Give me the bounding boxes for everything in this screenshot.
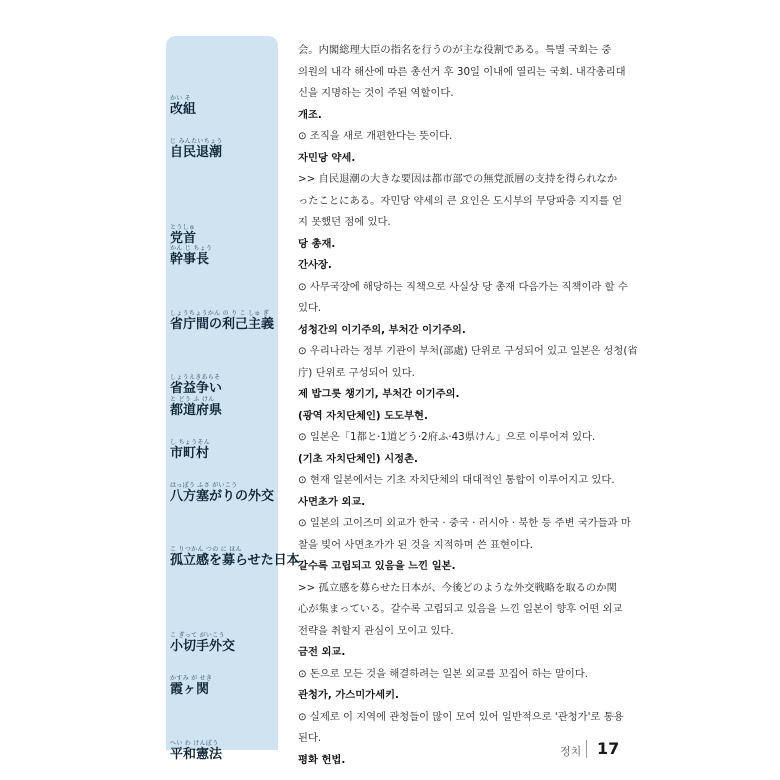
explanation-line: ったことにある。자민당 약세의 큰 요인은 도시부의 무당파층 지지를 얻 — [298, 194, 623, 207]
explanation-line: ⊙ 우리나라는 정부 기관이 부처(部處) 단위로 구성되어 있고 일본은 성청(省 — [298, 345, 638, 357]
explanation-line: >> 自民退潮の大きな要因は都市部での無党派層の支持を得られなか — [298, 173, 618, 185]
term-word: 孤立感を募らせた日本 — [170, 553, 300, 568]
term-reading: こ りつかん つの に ほん — [170, 546, 242, 553]
term-heading — [170, 740, 282, 762]
term-word: 改組 — [170, 101, 197, 117]
term-reading: かい そ — [170, 94, 192, 102]
term-word: 幹事長 — [170, 252, 210, 267]
definition: 성청간의 이기주의, 부처간 이기주의. — [298, 323, 466, 336]
explanation-line: >> 孤立感を募らせた日本が、今後どのような外交戦略を取るのか関 — [298, 581, 617, 594]
definition: (기초 자치단체인) 시정촌. — [298, 452, 418, 465]
term-reading: こ ぎって がいこう — [170, 632, 225, 639]
explanation-line: 전략을 취할지 관심이 모이고 있다. — [298, 624, 454, 637]
term-reading: と どう ふ けん — [170, 395, 215, 403]
term-heading — [170, 632, 282, 654]
explanation-line: 된다. — [298, 732, 322, 744]
explanation-line: ⊙ 조직을 새로 개편한다는 뜻이다. — [298, 130, 453, 142]
term-heading — [170, 224, 282, 246]
explanation-line: 찰을 빚어 사면초가가 된 것을 지적하며 쓴 표현이다. — [298, 538, 534, 551]
term-word: 省益争い — [170, 381, 223, 396]
explanation-line: ⊙ 사무국장에 해당하는 직책으로 사실상 당 총재 다음가는 직책이라 할 수 — [298, 280, 628, 293]
definition: (광역 자치단체인) 도도부현. — [298, 409, 428, 422]
definition: 갈수록 고립되고 있음을 느낀 일본. — [298, 560, 456, 572]
term-word: 小切手外交 — [170, 639, 236, 654]
definition: 당 총재. — [298, 237, 336, 250]
term-heading — [170, 245, 282, 267]
term-heading — [170, 374, 282, 396]
term-word: 自民退潮 — [170, 144, 223, 160]
term-reading: かすみ が せき — [170, 675, 213, 682]
term-word: 都道府県 — [170, 402, 223, 418]
definition: 제 밥그릇 챙기기, 부처간 이기주의. — [298, 388, 460, 400]
explanation-line: ⊙ 일본의 고이즈미 외교가 한국 · 중국 · 러시아 · 북한 등 주변 국가들과 마 — [298, 517, 631, 529]
term-reading: へい わ けんぽう — [170, 739, 219, 747]
term-reading: はっぽう ふさ がいこう — [170, 481, 238, 489]
explanation-line: 心が集まっている。갈수록 고립되고 있음을 느낀 일본이 향후 어떤 외교 — [298, 603, 623, 615]
term-heading — [170, 546, 300, 568]
explanation-line: 지 못했던 점에 있다. — [298, 216, 391, 228]
explanation-line: ⊙ 현재 일본에서는 기초 자치단체의 대대적인 통합이 이루어지고 있다. — [298, 474, 615, 486]
explanation-line: ⊙ 실제로 이 지역에 관청들이 많이 모여 있어 일반적으로 '관청가'로 통용 — [298, 710, 624, 723]
section-label: 정치 — [560, 745, 582, 758]
definition: 개조. — [298, 108, 322, 121]
term-word: 省庁間の利己主義 — [170, 316, 275, 332]
term-word: 市町村 — [170, 445, 210, 461]
intro-line: 会。内閣総理大臣の指名を行うのが主な役割である。특별 국회는 중 — [298, 44, 612, 56]
term-word: 八方塞がりの外交 — [170, 488, 275, 504]
term-reading: しょうえきあらそ — [170, 374, 221, 381]
definition: 자민당 약세. — [298, 151, 356, 164]
definition: 사면초가 외교. — [298, 495, 366, 508]
term-word: 平和憲法 — [170, 746, 223, 762]
definition: 간사장. — [298, 259, 332, 271]
term-reading: かん じ ちょう — [170, 245, 213, 252]
term-reading: しょうちょうかん の り こ しゅ ぎ — [170, 309, 270, 317]
definition: 관청가, 가스미가세키. — [298, 689, 399, 701]
term-heading — [170, 138, 282, 160]
term-heading — [170, 95, 282, 117]
term-heading — [170, 439, 282, 461]
definition: 금전 외교. — [298, 646, 346, 658]
term-heading — [170, 482, 282, 504]
term-heading — [170, 675, 282, 697]
intro-line: 신을 지명하는 것이 주된 역할이다. — [298, 87, 454, 99]
explanation-line: 庁) 단위로 구성되어 있다. — [298, 366, 415, 379]
explanation-line: 있다. — [298, 302, 322, 314]
term-reading: とうしゅ — [170, 223, 196, 231]
term-reading: じ みんたいちょう — [170, 137, 223, 145]
explanation-line: ⊙ 돈으로 모든 것을 해결하려는 일본 외교를 꼬집어 하는 말이다. — [298, 667, 589, 680]
term-heading — [170, 310, 282, 332]
term-heading — [170, 396, 282, 418]
page-number: 17 — [597, 739, 620, 758]
intro-line: 의원의 내각 해산에 따른 총선거 후 30일 이내에 열리는 국회. 내각총리대 — [298, 65, 626, 78]
explanation-line: ⊙ 일본은「1都と·1道どう·2府ふ·43県けん」으로 이루어져 있다. — [298, 431, 596, 443]
definition: 평화 헌법. — [298, 753, 346, 766]
term-word: 党首 — [170, 230, 197, 246]
footer-divider — [586, 740, 587, 758]
term-reading: し ちょうそん — [170, 438, 211, 446]
term-word: 霞ヶ関 — [170, 682, 210, 697]
